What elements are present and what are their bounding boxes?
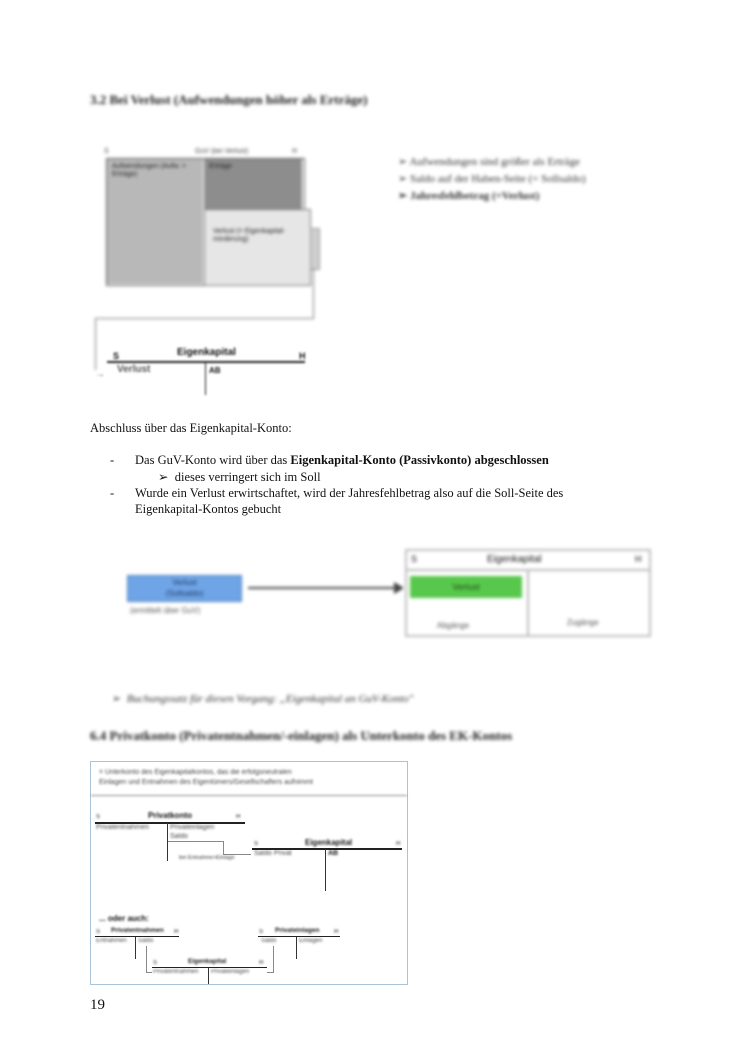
connector-horizontal [95,318,314,319]
section-heading-verlust: 3.2 Bei Verlust (Aufwendungen höher als Erträge) [90,92,368,107]
ek1-title: Eigenkapital [177,347,236,358]
ekt-left: Saldo Privat [254,850,292,857]
connector-vertical-right [313,268,314,318]
pk-note: bei Entnahme>Einlage [179,855,235,861]
guv-title: GuV (bei Verlust) [195,148,249,155]
closing-item-1 [90,452,690,469]
ek1-verlust: Verlust [117,364,151,375]
pk-s: S [96,814,101,820]
pi-connector-h [267,972,273,973]
pe-s: S [96,929,101,935]
closing-item-1-bold: Eigenkapital-Konto (Passivkonto) abgeschlossen [290,453,549,467]
bullet-2: ➢ Saldo auf der Haben-Seite (= Sollsaldo) [398,171,586,188]
guv-side-tab [310,228,320,270]
ek1-ab: AB [209,366,221,375]
guv-aufwendungen-block [107,159,203,284]
ekb-title: Eigenkapital [188,958,227,965]
pk-title: Privatkonto [148,811,193,820]
ek1-h: H [299,351,306,361]
privatkonto-intro: = Unterkonto des Eigenkapitalkontos, das die erfolgsneutralen Einlagen und Entnahmen des Eigentümers/Gesellschafters aufnimmt [99,769,314,786]
dash-2: - [110,485,115,500]
pi-connector [273,946,274,973]
ek2-s: S [411,554,418,564]
ekb-top-line [152,967,267,968]
pe-title: Privatentnahmen [111,927,164,934]
closing-item-1-pre: Das GuV-Konto wird über das [135,453,291,467]
closing-list [90,452,690,518]
pk-connector-h [223,854,251,855]
arrow-bullet-icon-2: ➢ [112,693,127,705]
page-number: 19 [90,997,105,1013]
ekb-left: Privatentnahmen [153,969,199,975]
closing-item-2-line1: Wurde ein Verlust erwirtschaftet, wird der Jahresfehlbetrag also auf die Soll-Seite des [135,485,564,500]
ekt-h: H [396,841,401,847]
pk-saldo-line [168,841,223,842]
arrow-head-icon [394,582,404,594]
guv-verlust-label: Verlust (= Eigenkapital-minderung) [213,228,286,243]
ekb-h: H [259,960,264,966]
privatkonto-diagram [90,761,408,985]
closing-sub-item [90,469,690,485]
closing-item-2-line2: Eigenkapital-Kontos gebucht [135,502,282,516]
pi-h: H [334,929,339,935]
guv-h-marker: H [292,148,298,155]
ekb-divider [208,968,209,984]
booking-note [112,692,413,705]
pi-left: Saldo [261,938,277,944]
section-heading-privatkonto: 6.4 Privatkonto (Privatentnahmen/-einlagen) als Unterkonto des EK-Kontos [90,728,513,743]
pi-right: Einlagen [299,938,323,944]
pk-h: H [236,814,241,820]
pe-left: Entnahmen [96,938,127,944]
bullet-1: ➢ Aufwendungen sind größer als Erträge [398,154,586,171]
oder-auch: ... oder auch: [99,914,149,923]
ekb-right: Privateinlagen [211,969,250,975]
guv-s-marker: S [104,148,109,155]
ek1-top-line [107,361,305,363]
pk-right2: Saldo [170,833,188,840]
pe-divider [135,937,136,959]
pe-top-line [95,936,179,937]
privatkonto-intro-divider [91,795,407,796]
guv-verlust-block [204,209,311,286]
dash-1: - [110,453,115,467]
ek2-title: Eigenkapital [487,554,542,565]
ek2-verlust-green: Verlust [410,576,522,598]
closing-item-2 [90,485,690,518]
pk-connector-v [223,841,224,855]
pi-s: S [259,929,264,935]
arrow-line [248,587,396,589]
pi-divider [296,937,297,959]
ek2-h: H [635,554,642,564]
pk-left: Privatentnahmen [96,824,149,831]
verlust-blue-label: Verlust (Sollsaldo) [127,575,242,602]
guv-ertraege-block [204,159,302,209]
guv-ertraege-label: Erträge [209,163,232,170]
pe-connector-h [146,972,152,973]
ekb-s: S [153,960,158,966]
pi-top-line [258,936,340,937]
ek2-abgaenge: Abgänge [437,621,470,630]
closing-intro: Abschluss über das Eigenkapital-Konto: [90,421,292,435]
pk-right1: Privateinlagen [170,824,215,831]
verlust-bullet-list [398,154,586,205]
ekt-right: AB [328,850,339,857]
verlust-blue-caption: (ermittelt über GuV) [130,606,201,615]
ek-account-2 [405,549,651,637]
bullet-3: ➢ Jahresfehlbetrag (=Verlust) [398,188,586,205]
ekt-divider [325,849,326,891]
verlust-blue-box [127,575,242,601]
ek1-s: S [113,351,120,361]
pe-connector [146,946,147,973]
ek2-zugaenge: Zugänge [567,618,599,627]
pe-right: Saldo [138,938,154,944]
ekt-title: Eigenkapital [305,838,353,847]
pk-divider [167,823,168,861]
guv-aufwendungen-label: Aufwendungen (Aufw. > Erträge) [112,163,187,178]
closing-sub-text: dieses verringert sich im Soll [174,469,321,484]
pi-title: Privateinlagen [275,927,320,934]
pe-h: H [174,929,179,935]
ek1-divider [205,363,206,395]
ek1-arrow: → [95,369,105,380]
booking-note-text: Buchungssatz für diesen Vorgang: „Eigenkapital an GuV-Konto" [126,693,414,705]
arrow-bullet-icon: ➢ [158,469,175,484]
ek-t-account-1 [95,344,315,394]
ekt-s: S [254,841,259,847]
ek2-divider [527,571,529,635]
